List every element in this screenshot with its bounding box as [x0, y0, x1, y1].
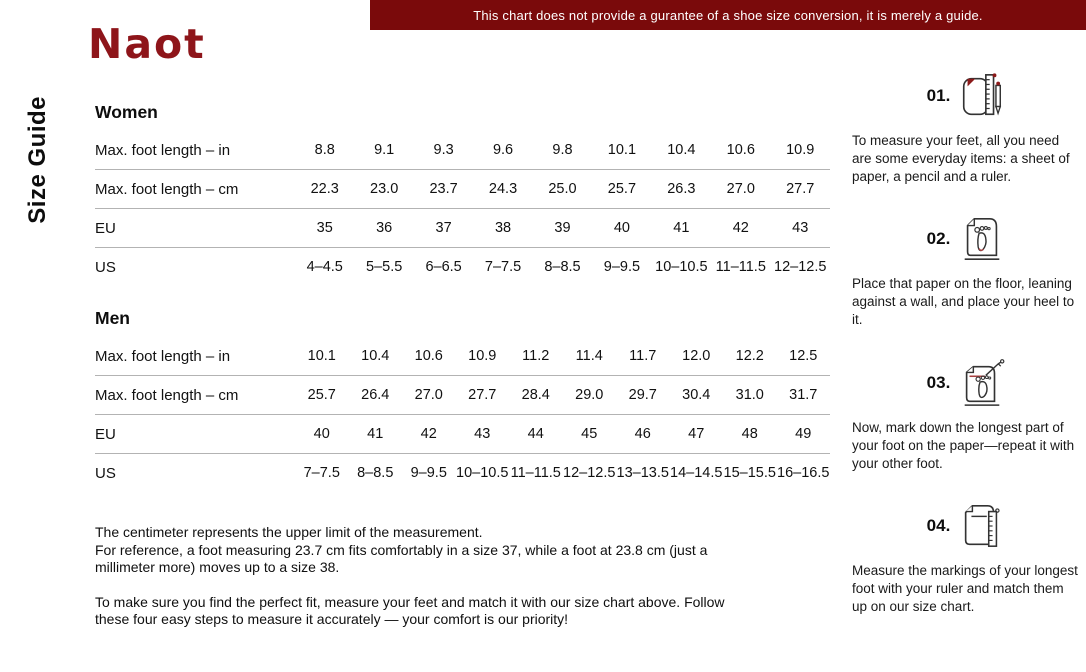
row-label: Max. foot length – cm: [95, 386, 239, 404]
row-label: Max. foot length – in: [95, 141, 231, 159]
size-value: 12.5: [789, 348, 818, 364]
size-value: 10.1: [607, 142, 637, 158]
page-title-vertical: Size Guide: [24, 96, 51, 224]
size-value: 9–9.5: [410, 465, 447, 481]
row-label: US: [95, 258, 116, 276]
size-value: 8–8.5: [544, 259, 581, 275]
table-row-cm: [95, 376, 830, 415]
size-value: 10.9: [786, 142, 815, 158]
row-values: [295, 465, 830, 481]
size-value: 9.3: [433, 142, 454, 158]
row-label: US: [95, 464, 116, 482]
size-value: 12–12.5: [563, 465, 616, 481]
size-value: 43: [474, 426, 491, 442]
size-value: 8–8.5: [357, 465, 394, 481]
size-value: 30.4: [682, 387, 711, 403]
size-value: 22.3: [310, 181, 339, 197]
footnotes: [95, 524, 740, 629]
size-value: 10.4: [361, 348, 390, 364]
size-value: 40: [313, 426, 330, 442]
table-row-eu: [95, 415, 830, 454]
size-value: 13–13.5: [616, 465, 669, 481]
size-value: 37: [435, 220, 452, 236]
size-value: 14–14.5: [670, 465, 723, 481]
size-value: 11–11.5: [510, 465, 561, 481]
size-value: 39: [554, 220, 571, 236]
size-value: 31.7: [789, 387, 818, 403]
naot-logo: Naot: [88, 20, 206, 68]
size-value: 26.4: [361, 387, 390, 403]
step-1-number: 01.: [926, 86, 951, 105]
size-value: 27.7: [468, 387, 497, 403]
size-value: 41: [367, 426, 384, 442]
section-heading-women: Women: [95, 102, 158, 122]
size-value: 10–10.5: [456, 465, 509, 481]
size-value: 42: [732, 220, 749, 236]
size-value: 44: [527, 426, 544, 442]
table-row-cm: [95, 170, 830, 209]
row-values: [295, 181, 830, 197]
men-size-table: [95, 308, 830, 492]
size-value: 11.4: [575, 348, 603, 364]
step-2: [852, 211, 1082, 328]
size-value: 38: [494, 220, 512, 236]
size-value: 40: [613, 220, 630, 236]
size-value: 28.4: [521, 387, 550, 403]
size-value: 12.0: [682, 348, 711, 364]
step-4: [852, 498, 1082, 615]
paper-footprint-icon: [957, 214, 1007, 264]
table-row-in: [95, 131, 830, 170]
disclaimer-banner: [370, 0, 1086, 30]
measuring-steps: [852, 68, 1082, 642]
paper-pencil-ruler-icon: [957, 71, 1007, 121]
step-3: [852, 355, 1082, 472]
size-value: 8.8: [314, 142, 335, 158]
paper-footprint-pencil-mark-icon: [957, 358, 1007, 408]
size-value: 36: [376, 220, 393, 236]
size-value: 24.3: [488, 181, 518, 197]
notes-spacer: [95, 577, 740, 594]
size-value: 5–5.5: [366, 259, 403, 275]
row-label: EU: [95, 219, 116, 237]
step-3-number: 03.: [926, 372, 951, 392]
step-2-header: [852, 211, 1082, 267]
size-value: 43: [792, 220, 809, 236]
step-4-number: 04.: [926, 516, 951, 536]
size-value: 15–15.5: [723, 465, 776, 481]
size-value: 10.6: [726, 142, 755, 158]
table-row-us: [95, 454, 830, 492]
row-label: EU: [95, 425, 116, 443]
size-value: 11.2: [522, 348, 550, 364]
size-value: 12.2: [735, 348, 764, 364]
row-label: Max. foot length – in: [95, 347, 231, 365]
size-value: 9.1: [374, 142, 395, 158]
women-size-table: [95, 102, 830, 286]
size-value: 12–12.5: [774, 259, 827, 275]
step-3-text: Now, mark down the longest part of your foot on the paper—repeat it with your other foot.: [852, 419, 1075, 471]
size-value: 27.0: [414, 387, 443, 403]
size-value: 27.7: [786, 181, 815, 197]
size-value: 9.8: [552, 142, 573, 158]
row-values: [295, 426, 830, 442]
size-value: 29.0: [575, 387, 604, 403]
step-3-header: [852, 355, 1082, 411]
size-value: 31.0: [735, 387, 764, 403]
size-value: 47: [688, 426, 705, 442]
row-values: [295, 220, 830, 236]
table-row-in: [95, 337, 830, 376]
size-value: 23.0: [370, 181, 399, 197]
size-value: 45: [581, 426, 598, 442]
size-value: 9–9.5: [603, 259, 641, 275]
size-value: 48: [741, 426, 758, 442]
men-table-rows: [95, 337, 830, 492]
women-table-rows: [95, 131, 830, 286]
paper-ruler-measure-icon: [957, 501, 1007, 551]
step-2-number: 02.: [926, 229, 951, 249]
size-value: 27.0: [726, 181, 755, 197]
disclaimer-text: This chart does not provide a gurantee of a shoe size conversion, it is merely a guide.: [473, 7, 983, 23]
table-row-us: [95, 248, 830, 286]
size-value: 6–6.5: [425, 259, 462, 275]
size-value: 25.7: [607, 181, 637, 197]
row-values: [295, 387, 830, 403]
step-1-header: [852, 68, 1082, 124]
size-tables: [95, 102, 830, 629]
size-value: 11–11.5: [715, 259, 766, 275]
size-value: 7–7.5: [303, 465, 340, 481]
size-value: 35: [316, 220, 333, 236]
step-4-text: Measure the markings of your longest foot with your ruler and match them up on our size chart.: [852, 563, 1078, 614]
size-value: 41: [673, 220, 690, 236]
row-values: [295, 259, 830, 275]
row-label: Max. foot length – cm: [95, 180, 239, 198]
step-4-header: [852, 498, 1082, 554]
size-value: 10.9: [468, 348, 497, 364]
size-value: 26.3: [667, 181, 696, 197]
note-line-2: For reference, a foot measuring 23.7 cm fits comfortably in a size 37, while a foot at 23.8 cm (just a millimeter more) moves up to a size 38.: [95, 541, 708, 575]
size-value: 25.0: [548, 181, 577, 197]
note-line-1: The centimeter represents the upper limit of the measurement.: [95, 524, 483, 540]
size-value: 42: [420, 426, 437, 442]
section-heading-men: Men: [95, 308, 130, 328]
size-value: 7–7.5: [484, 259, 522, 275]
step-1: [852, 68, 1082, 185]
size-value: 4–4.5: [306, 259, 343, 275]
step-1-text: To measure your feet, all you need are some everyday items: a sheet of paper, a pencil and a ruler.: [852, 133, 1070, 184]
size-value: 23.7: [429, 181, 458, 197]
size-value: 10.1: [307, 348, 336, 364]
size-value: 25.7: [307, 387, 336, 403]
row-values: [295, 348, 830, 364]
size-value: 10–10.5: [655, 259, 708, 275]
size-value: 10.4: [667, 142, 696, 158]
note-paragraph-2: To make sure you find the perfect fit, measure your feet and match it with our size chart above. Follow these four easy steps to measure it accurately — your comfort is our priority!: [95, 593, 725, 627]
size-value: 9.6: [492, 142, 514, 158]
size-value: 46: [634, 426, 651, 442]
size-value: 16–16.5: [777, 465, 830, 481]
step-2-text: Place that paper on the floor, leaning against a wall, and place your heel to it.: [852, 276, 1075, 328]
size-value: 29.7: [628, 387, 657, 403]
table-row-eu: [95, 209, 830, 248]
row-values: [295, 142, 830, 158]
size-value: 10.6: [414, 348, 443, 364]
size-value: 11.7: [629, 348, 657, 364]
size-value: 49: [795, 426, 812, 442]
